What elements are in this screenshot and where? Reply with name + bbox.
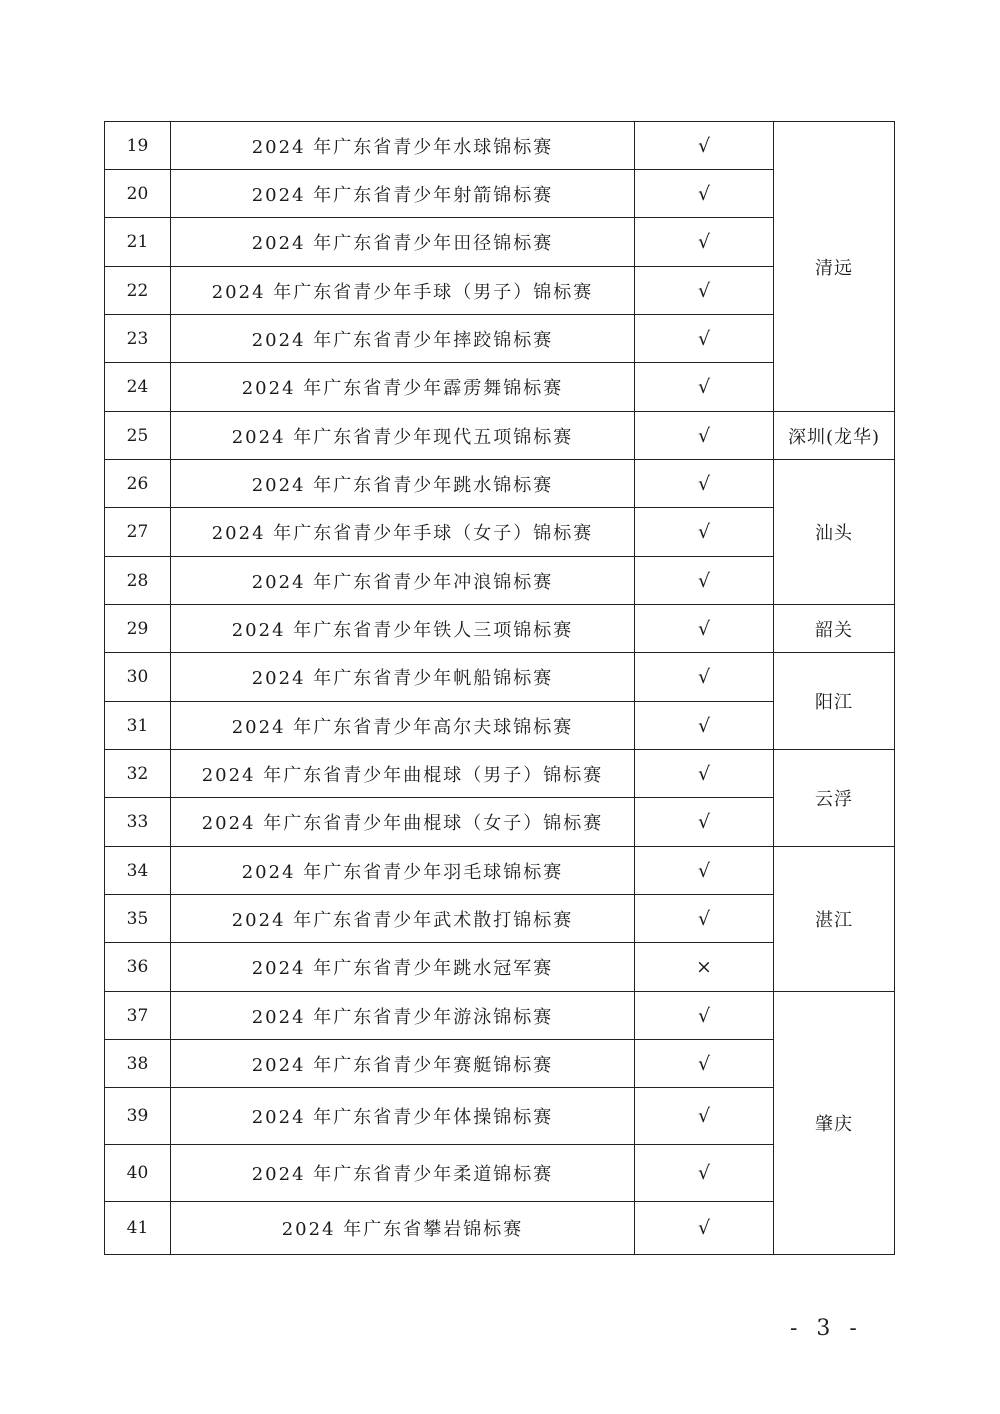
- event-name: 2024 年广东省青少年赛艇锦标赛: [171, 1040, 635, 1088]
- row-number: 32: [105, 750, 171, 798]
- status-mark: √: [635, 798, 774, 847]
- event-name: 2024 年广东省青少年跳水冠军赛: [171, 943, 635, 992]
- host-city: 深圳(龙华): [774, 412, 895, 460]
- host-city: 汕头: [774, 460, 895, 605]
- row-number: 26: [105, 460, 171, 508]
- status-mark: √: [635, 895, 774, 943]
- event-name: 2024 年广东省青少年羽毛球锦标赛: [171, 847, 635, 895]
- row-number: 35: [105, 895, 171, 943]
- row-number: 33: [105, 798, 171, 847]
- status-mark: √: [635, 1202, 774, 1255]
- event-name: 2024 年广东省青少年武术散打锦标赛: [171, 895, 635, 943]
- status-mark: √: [635, 557, 774, 605]
- row-number: 20: [105, 170, 171, 218]
- host-city: 阳江: [774, 653, 895, 750]
- host-city: 云浮: [774, 750, 895, 847]
- status-mark: √: [635, 363, 774, 412]
- event-name: 2024 年广东省青少年霹雳舞锦标赛: [171, 363, 635, 412]
- status-mark: √: [635, 412, 774, 460]
- event-name: 2024 年广东省青少年田径锦标赛: [171, 218, 635, 267]
- event-name: 2024 年广东省青少年射箭锦标赛: [171, 170, 635, 218]
- row-number: 31: [105, 702, 171, 750]
- table-row: [105, 847, 895, 895]
- row-number: 28: [105, 557, 171, 605]
- table-row: [105, 605, 895, 653]
- event-name: 2024 年广东省青少年柔道锦标赛: [171, 1145, 635, 1202]
- status-mark: √: [635, 218, 774, 267]
- status-mark: √: [635, 460, 774, 508]
- host-city: 湛江: [774, 847, 895, 992]
- row-number: 30: [105, 653, 171, 702]
- table-row: [105, 750, 895, 798]
- status-mark: √: [635, 1145, 774, 1202]
- table-row: [105, 992, 895, 1040]
- row-number: 22: [105, 267, 171, 315]
- event-name: 2024 年广东省青少年跳水锦标赛: [171, 460, 635, 508]
- status-mark: √: [635, 653, 774, 702]
- row-number: 34: [105, 847, 171, 895]
- event-name: 2024 年广东省青少年游泳锦标赛: [171, 992, 635, 1040]
- event-name: 2024 年广东省青少年曲棍球（男子）锦标赛: [171, 750, 635, 798]
- row-number: 38: [105, 1040, 171, 1088]
- row-number: 23: [105, 315, 171, 363]
- events-table-body: [105, 122, 895, 1255]
- event-name: 2024 年广东省青少年冲浪锦标赛: [171, 557, 635, 605]
- status-mark: √: [635, 702, 774, 750]
- event-name: 2024 年广东省青少年现代五项锦标赛: [171, 412, 635, 460]
- page-number: - 3 -: [790, 1316, 863, 1341]
- status-mark: √: [635, 315, 774, 363]
- status-mark: √: [635, 508, 774, 557]
- table-row: [105, 122, 895, 170]
- status-mark: √: [635, 1088, 774, 1145]
- host-city: 清远: [774, 122, 895, 412]
- event-name: 2024 年广东省青少年帆船锦标赛: [171, 653, 635, 702]
- event-name: 2024 年广东省青少年手球（男子）锦标赛: [171, 267, 635, 315]
- row-number: 39: [105, 1088, 171, 1145]
- status-mark: √: [635, 267, 774, 315]
- table-row: [105, 653, 895, 702]
- status-mark: √: [635, 750, 774, 798]
- row-number: 40: [105, 1145, 171, 1202]
- row-number: 36: [105, 943, 171, 992]
- table-row: [105, 412, 895, 460]
- row-number: 27: [105, 508, 171, 557]
- row-number: 29: [105, 605, 171, 653]
- row-number: 41: [105, 1202, 171, 1255]
- status-mark: √: [635, 847, 774, 895]
- row-number: 25: [105, 412, 171, 460]
- status-mark: ×: [635, 943, 774, 992]
- row-number: 24: [105, 363, 171, 412]
- status-mark: √: [635, 992, 774, 1040]
- event-name: 2024 年广东省青少年手球（女子）锦标赛: [171, 508, 635, 557]
- host-city: 肇庆: [774, 992, 895, 1255]
- event-name: 2024 年广东省青少年高尔夫球锦标赛: [171, 702, 635, 750]
- event-name: 2024 年广东省青少年铁人三项锦标赛: [171, 605, 635, 653]
- event-name: 2024 年广东省青少年水球锦标赛: [171, 122, 635, 170]
- event-name: 2024 年广东省青少年体操锦标赛: [171, 1088, 635, 1145]
- table-row: [105, 460, 895, 508]
- host-city: 韶关: [774, 605, 895, 653]
- status-mark: √: [635, 1040, 774, 1088]
- status-mark: √: [635, 605, 774, 653]
- row-number: 19: [105, 122, 171, 170]
- event-name: 2024 年广东省青少年曲棍球（女子）锦标赛: [171, 798, 635, 847]
- row-number: 37: [105, 992, 171, 1040]
- status-mark: √: [635, 122, 774, 170]
- event-name: 2024 年广东省青少年摔跤锦标赛: [171, 315, 635, 363]
- events-table: [104, 121, 895, 1255]
- row-number: 21: [105, 218, 171, 267]
- event-name: 2024 年广东省攀岩锦标赛: [171, 1202, 635, 1255]
- status-mark: √: [635, 170, 774, 218]
